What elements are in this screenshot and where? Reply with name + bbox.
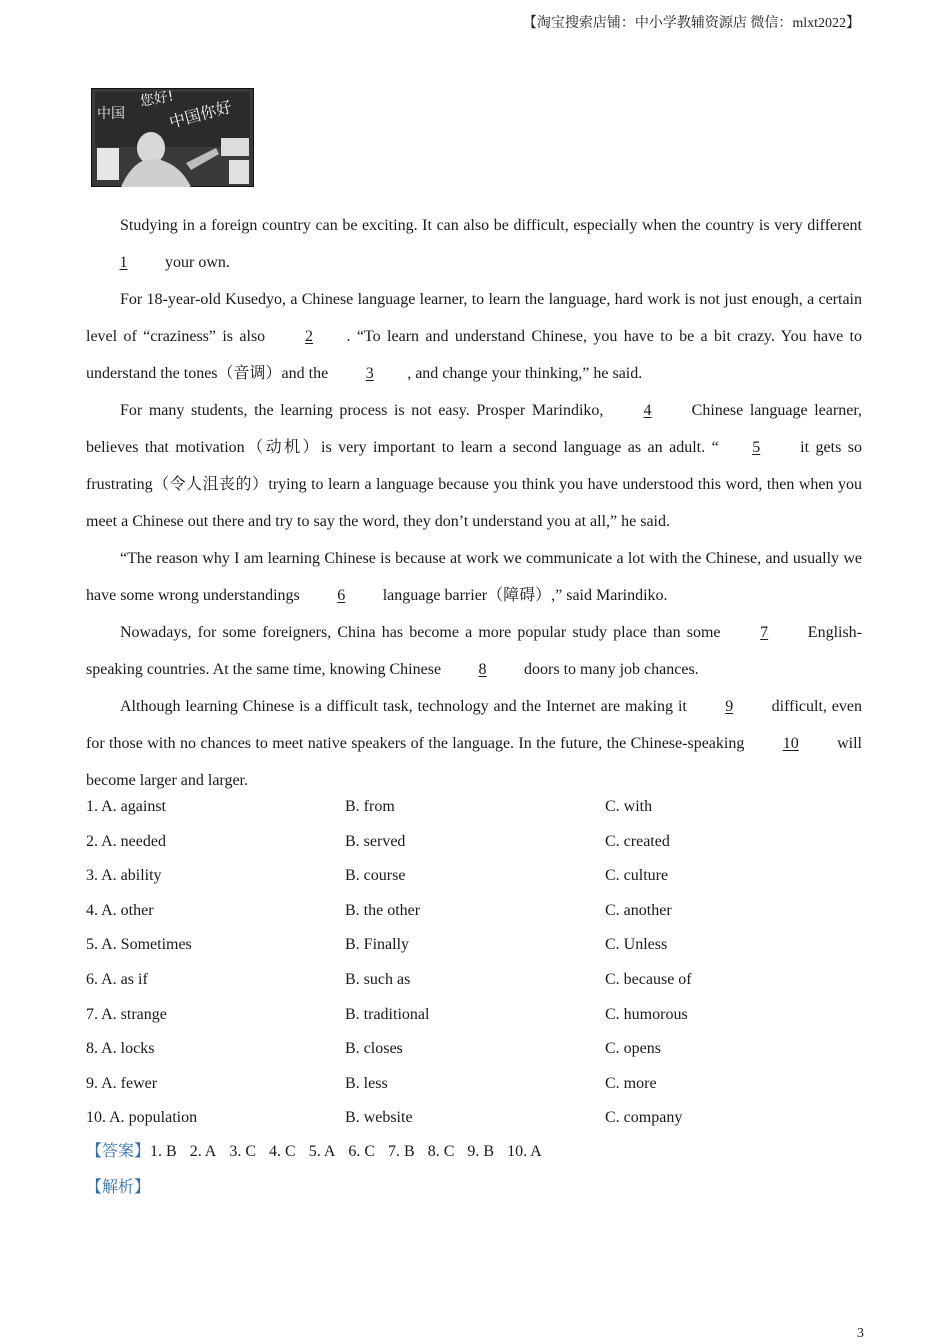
option-row-9: [86, 1069, 862, 1104]
option-a: 10. A. population: [86, 1109, 198, 1127]
option-a: 4. A. other: [86, 901, 154, 919]
blank-2: 2: [305, 328, 314, 345]
blank-9: 9: [725, 698, 734, 715]
option-row-2: [86, 827, 862, 862]
option-b: B. less: [345, 1074, 388, 1092]
answer-item: 4. C: [269, 1143, 296, 1160]
option-b: B. traditional: [345, 1005, 430, 1023]
option-row-6: [86, 965, 862, 1000]
passage-paragraph-6: Although learning Chinese is a difficult task, technology and the Internet are making it 9 difficult, even for those with no chances to meet native speakers of the language. In the future, the Chinese-speaking 10 will become larger and larger.: [86, 688, 862, 799]
option-c: C. company: [605, 1109, 683, 1127]
classroom-photo: [91, 88, 254, 187]
option-b: B. website: [345, 1109, 413, 1127]
passage-paragraph-4: “The reason why I am learning Chinese is because at work we communicate a lot with the Chinese, and usually we have some wrong understandings 6 language barrier（障碍）,” said Marindiko.: [86, 540, 862, 614]
answer-item: 5. A: [308, 1143, 336, 1160]
option-c: C. because of: [605, 970, 692, 988]
answer-item: 6. C: [348, 1143, 376, 1160]
answer-item: 7. B: [388, 1143, 415, 1160]
option-b: B. course: [345, 867, 406, 885]
option-a: 9. A. fewer: [86, 1074, 158, 1092]
watermark-header: 【淘宝搜索店铺：中小学教辅资源店 微信：mlxt2022】: [522, 16, 860, 31]
photo-chalk-text-2: 您好!: [138, 88, 175, 110]
answer-item: 3. C: [229, 1143, 257, 1160]
option-c: C. culture: [605, 867, 669, 885]
blank-6: 6: [337, 587, 346, 604]
passage-paragraph-1: Studying in a foreign country can be exciting. It can also be difficult, especially when the country is very different 1 your own.: [86, 207, 862, 281]
option-b: B. served: [345, 832, 406, 850]
blank-3: 3: [365, 365, 374, 382]
answer-item: 2. A: [189, 1143, 217, 1160]
option-b: B. from: [345, 798, 395, 815]
option-b: B. closes: [345, 1040, 403, 1058]
answer-tag: 【答案】: [86, 1143, 151, 1160]
answer-key: [86, 1139, 555, 1165]
option-c: C. Unless: [605, 936, 668, 954]
option-row-1: [86, 792, 862, 827]
option-a: 2. A. needed: [86, 832, 166, 850]
blank-8: 8: [478, 661, 487, 678]
blank-7: 7: [760, 624, 769, 641]
option-row-3: [86, 861, 862, 896]
passage-paragraph-2: For 18-year-old Kusedyo, a Chinese language learner, to learn the language, hard work is not just enough, a certain level of “craziness” is also 2 . “To learn and understand Chinese, you have to be a bit crazy. You have to understand the tones（音调）and the 3 , and change your thinking,” he said.: [86, 281, 862, 392]
option-c: C. another: [605, 901, 672, 919]
option-row-7: [86, 1000, 862, 1035]
passage-paragraph-5: Nowadays, for some foreigners, China has become a more popular study place than some 7 English-speaking countries. At the same time, knowing Chinese 8 doors to many job chances.: [86, 614, 862, 688]
option-row-5: [86, 930, 862, 965]
reading-passage: [86, 207, 862, 799]
blank-10: 10: [782, 735, 799, 752]
option-c: C. created: [605, 832, 670, 850]
answer-options: [86, 792, 862, 1138]
blank-5: 5: [752, 439, 761, 456]
option-b: B. the other: [345, 901, 421, 919]
answer-item: 10. A: [507, 1143, 542, 1160]
option-c: C. with: [605, 798, 653, 815]
option-a: 1. A. against: [86, 798, 166, 815]
option-a: 6. A. as if: [86, 970, 148, 988]
option-row-4: [86, 896, 862, 931]
option-a: 7. A. strange: [86, 1005, 167, 1023]
analysis-tag: 【解析】: [86, 1179, 151, 1196]
blank-4: 4: [643, 402, 652, 419]
option-c: C. opens: [605, 1040, 661, 1058]
passage-paragraph-3: For many students, the learning process is not easy. Prosper Marindiko, 4 Chinese language learner, believes that motivation（动机）is very important to learn a second language as an adult. “ 5 it gets so frustrating（令人沮丧的）trying to learn a language because you think you have understood this word, then when you meet a Chinese out there and try to say the word, they don’t understand you at all,” he said.: [86, 392, 862, 540]
answer-item: 9. B: [467, 1143, 495, 1160]
answer-item: 8. C: [427, 1143, 455, 1160]
option-a: 3. A. ability: [86, 867, 162, 885]
option-row-8: [86, 1034, 862, 1069]
option-a: 5. A. Sometimes: [86, 936, 192, 954]
answer-item: 1. B: [150, 1143, 177, 1160]
option-a: 8. A. locks: [86, 1040, 155, 1058]
photo-chalk-text-3: 中国你好: [167, 96, 234, 132]
photo-chalk-text-1: 中国: [97, 106, 125, 122]
option-c: C. humorous: [605, 1005, 688, 1023]
option-b: B. such as: [345, 970, 411, 988]
blank-1: 1: [119, 254, 128, 271]
option-b: B. Finally: [345, 936, 410, 954]
option-c: C. more: [605, 1074, 657, 1092]
option-row-10: [86, 1103, 862, 1138]
page-number: 3: [857, 1326, 864, 1341]
